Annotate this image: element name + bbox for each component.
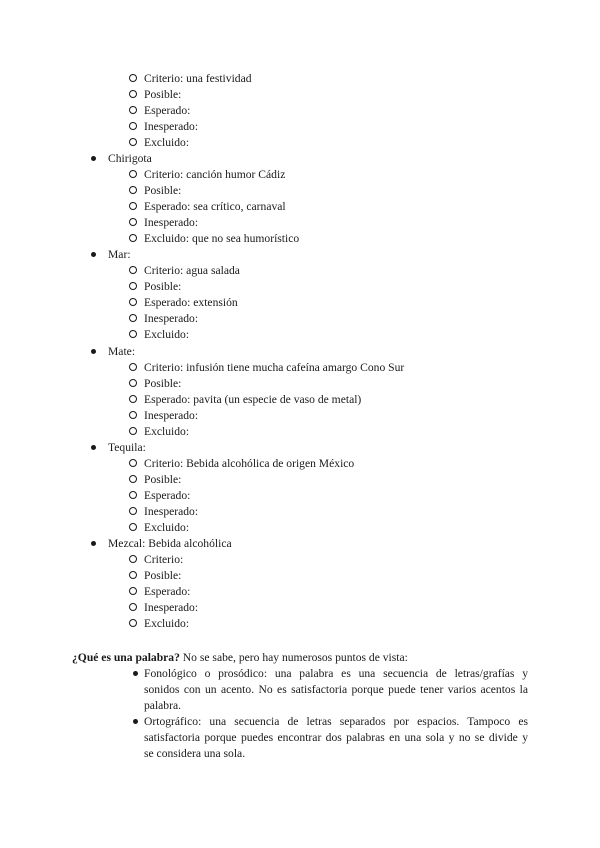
circle-bullet-icon xyxy=(128,103,138,119)
circle-bullet-icon xyxy=(128,360,138,376)
circle-bullet-icon xyxy=(128,215,138,231)
circle-bullet-icon xyxy=(128,311,138,327)
circle-bullet-icon xyxy=(128,199,138,215)
circle-bullet-icon xyxy=(128,520,138,536)
question-text: No se sabe, pero hay numerosos puntos de vista: xyxy=(179,651,408,664)
circle-bullet-icon xyxy=(128,408,138,424)
circle-bullet-icon xyxy=(128,392,138,408)
circle-bullet-icon xyxy=(128,488,138,504)
circle-bullet-icon xyxy=(128,600,138,616)
circle-bullet-icon xyxy=(128,135,138,151)
disc-bullet-icon xyxy=(88,344,98,360)
definition-text: Ortográfico: una secuencia de letras separados por espacios. Tampoco es satisfactoria porque puedes encontrar dos palabras en una sola y no se divide y se considera una sola. xyxy=(144,715,528,760)
circle-bullet-icon xyxy=(128,71,138,87)
circle-bullet-icon xyxy=(128,584,138,600)
circle-bullet-icon xyxy=(128,456,138,472)
circle-bullet-icon xyxy=(128,616,138,632)
circle-bullet-icon xyxy=(128,472,138,488)
circle-bullet-icon xyxy=(128,167,138,183)
circle-bullet-icon xyxy=(128,183,138,199)
circle-bullet-icon xyxy=(128,231,138,247)
definition-text: Fonológico o prosódico: una palabra es una secuencia de letras/grafías y sonidos con un acento. No es satisfactoria porque puede tener varios acentos la palabra. xyxy=(144,667,528,712)
circle-bullet-icon xyxy=(128,552,138,568)
disc-bullet-icon xyxy=(131,714,139,730)
circle-bullet-icon xyxy=(128,376,138,392)
circle-bullet-icon xyxy=(128,424,138,440)
circle-bullet-icon xyxy=(128,327,138,343)
disc-bullet-icon xyxy=(131,666,139,682)
circle-bullet-icon xyxy=(128,87,138,103)
circle-bullet-icon xyxy=(128,295,138,311)
disc-bullet-icon xyxy=(88,440,98,456)
disc-bullet-icon xyxy=(88,536,98,552)
circle-bullet-icon xyxy=(128,504,138,520)
question-heading: ¿Qué es una palabra? xyxy=(72,651,180,664)
circle-bullet-icon xyxy=(128,263,138,279)
disc-bullet-icon xyxy=(88,247,98,263)
circle-bullet-icon xyxy=(128,279,138,295)
question-paragraph xyxy=(72,650,408,666)
disc-bullet-icon xyxy=(88,151,98,167)
circle-bullet-icon xyxy=(128,119,138,135)
circle-bullet-icon xyxy=(128,568,138,584)
document-page: Criterio: una festividad Posible: Esperado: Inesperado: Excluido: Chirigota Criterio: canción humor Cádiz Posible: Esperado: sea crítico, carnaval Inesperado: Excluido: que no sea humorístico Mar: Criterio: agua salada Posible: Esperado: extensión Inesperado: Excluido: Mate: Criterio: infusión tiene mucha cafeína amargo Cono Sur Posible: Esperado: pavita (un especie de vaso de metal) Inesperado: Excluido: Tequila: Criterio: Bebida alcohólica de origen México Posible: Esperado: Inesperado: Excluido: Mezcal: Bebida alcohólica Criterio: Posible: Esperado: Inesperado: Excluido: ¿Qué es una palabra? No se sabe, pero hay numerosos puntos de vista: Fonológico o prosódico: una palabra es una secuencia de letras/grafías y sonidos con un acento. No es satisfactoria porque puede tener varios acentos la palabra. Ortográfico: una secuencia de letras separados por espacios. Tampoco es satisfactoria porque puedes encontrar dos palabras en una sola y no se divide y se considera una sola. xyxy=(72,72,528,760)
